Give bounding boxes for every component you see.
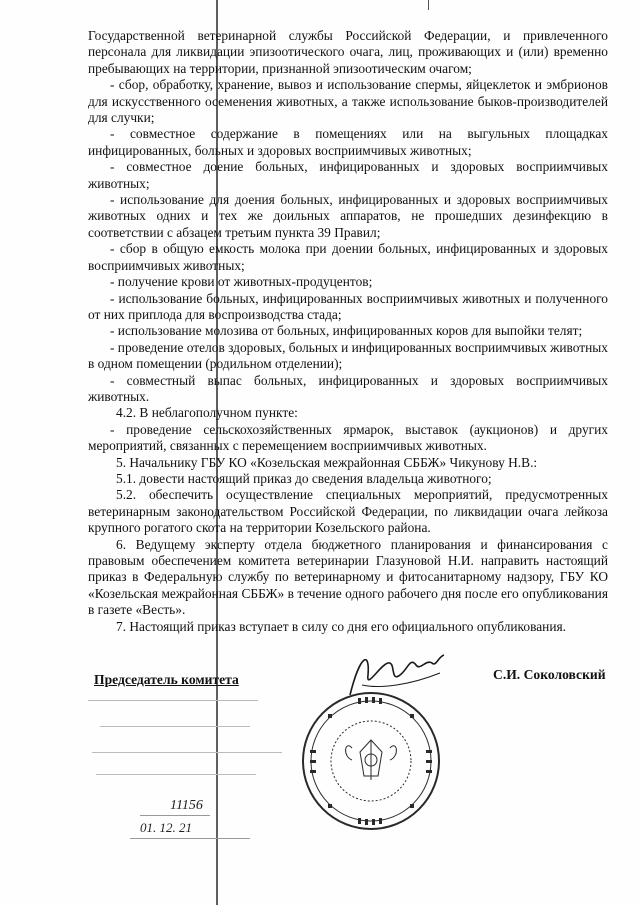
paragraph: 7. Настоящий приказ вступает в силу со дня его официального опубликования. (116, 618, 566, 634)
registration-stamp-line (100, 726, 250, 727)
paragraph: Государственной ветеринарной службы Российской Федерации, и привлеченного персонала для ликвидации эпизоотического очага, лиц, проживающих и (или) временно пребывающих на территории, признанной эпизоотическим очагом; (88, 28, 608, 76)
signatory-name: С.И. Соколовский (493, 667, 606, 682)
paragraph: 5. Начальнику ГБУ КО «Козельская межрайонная СББЖ» Чикунову Н.В.: (116, 454, 538, 470)
registration-date: 01. 12. 21 (140, 820, 192, 835)
paragraph: - проведение сельскохозяйственных ярмарок, выставок (аукционов) и других мероприятий, связанных с перемещением восприимчивых животных. (88, 421, 608, 454)
paragraph: 6. Ведущему эксперту отдела бюджетного планирования и финансирования с правовым обеспечением комитета ветеринарии Глазуновой Н.И. направить настоящий приказ в Федеральную службу по ветеринарному и фитосанитарному надзору, ГБУ КО «Козельская межрайонная СББЖ» в течение одного рабочего дня после его опубликования в газете «Весть». (88, 536, 608, 618)
registration-stamp-line (96, 774, 256, 775)
official-seal (300, 690, 442, 832)
registration-underline (140, 815, 210, 816)
section-heading: 4.2. В неблагополучном пункте: (116, 405, 298, 421)
registration-number: 11156 (170, 798, 203, 813)
registration-underline (130, 838, 250, 839)
paragraph: 5.2. обеспечить осуществление специальных мероприятий, предусмотренных ветеринарным законодательством Российской Федерации, по ликвидации очага лейкоза крупного рогатого скота на территории Козельского района. (88, 487, 608, 536)
paragraph: - совместный выпас больных, инфицированных и здоровых восприимчивых животных. (88, 372, 608, 404)
paragraph: - сбор в общую емкость молока при доении больных, инфицированных и здоровых восприимчивых животных; (88, 241, 608, 273)
paragraph: 5.1. довести настоящий приказ до сведения владельца животного; (116, 470, 492, 486)
paragraph: - совместное содержание в помещениях или на выгульных площадках инфицированных, больных и здоровых восприимчивых животных; (88, 126, 608, 158)
registration-stamp-line (92, 752, 282, 753)
paragraph: - использование для доения больных, инфицированных и здоровых восприимчивых животных одних и тех же доильных аппаратов, не прошедших дезинфекцию в соответствии с абзацем третьим пункта 39 Правил; (88, 192, 608, 240)
paragraph: - совместное доение больных, инфицированных и здоровых восприимчивых животных; (88, 159, 608, 191)
document-body (88, 28, 608, 635)
paragraph: - использование молозива от больных, инфицированных коров для выпойки телят; (110, 323, 583, 339)
paragraph: - использование больных, инфицированных восприимчивых животных и полученного от них приплода для воспроизводства стада; (88, 290, 608, 322)
paragraph: - получение крови от животных-продуцентов; (110, 274, 373, 290)
scan-mark (428, 0, 429, 10)
signatory-title: Председатель комитета (94, 672, 239, 687)
paragraph: - проведение отелов здоровых, больных и инфицированных восприимчивых животных в одном помещении (родильном отделении); (88, 339, 608, 372)
registration-stamp-line (88, 700, 258, 701)
paragraph: - сбор, обработку, хранение, вывоз и использование спермы, яйцеклеток и эмбрионов для искусственного осеменения животных, а также использование быков-производителей для случки; (88, 77, 608, 126)
